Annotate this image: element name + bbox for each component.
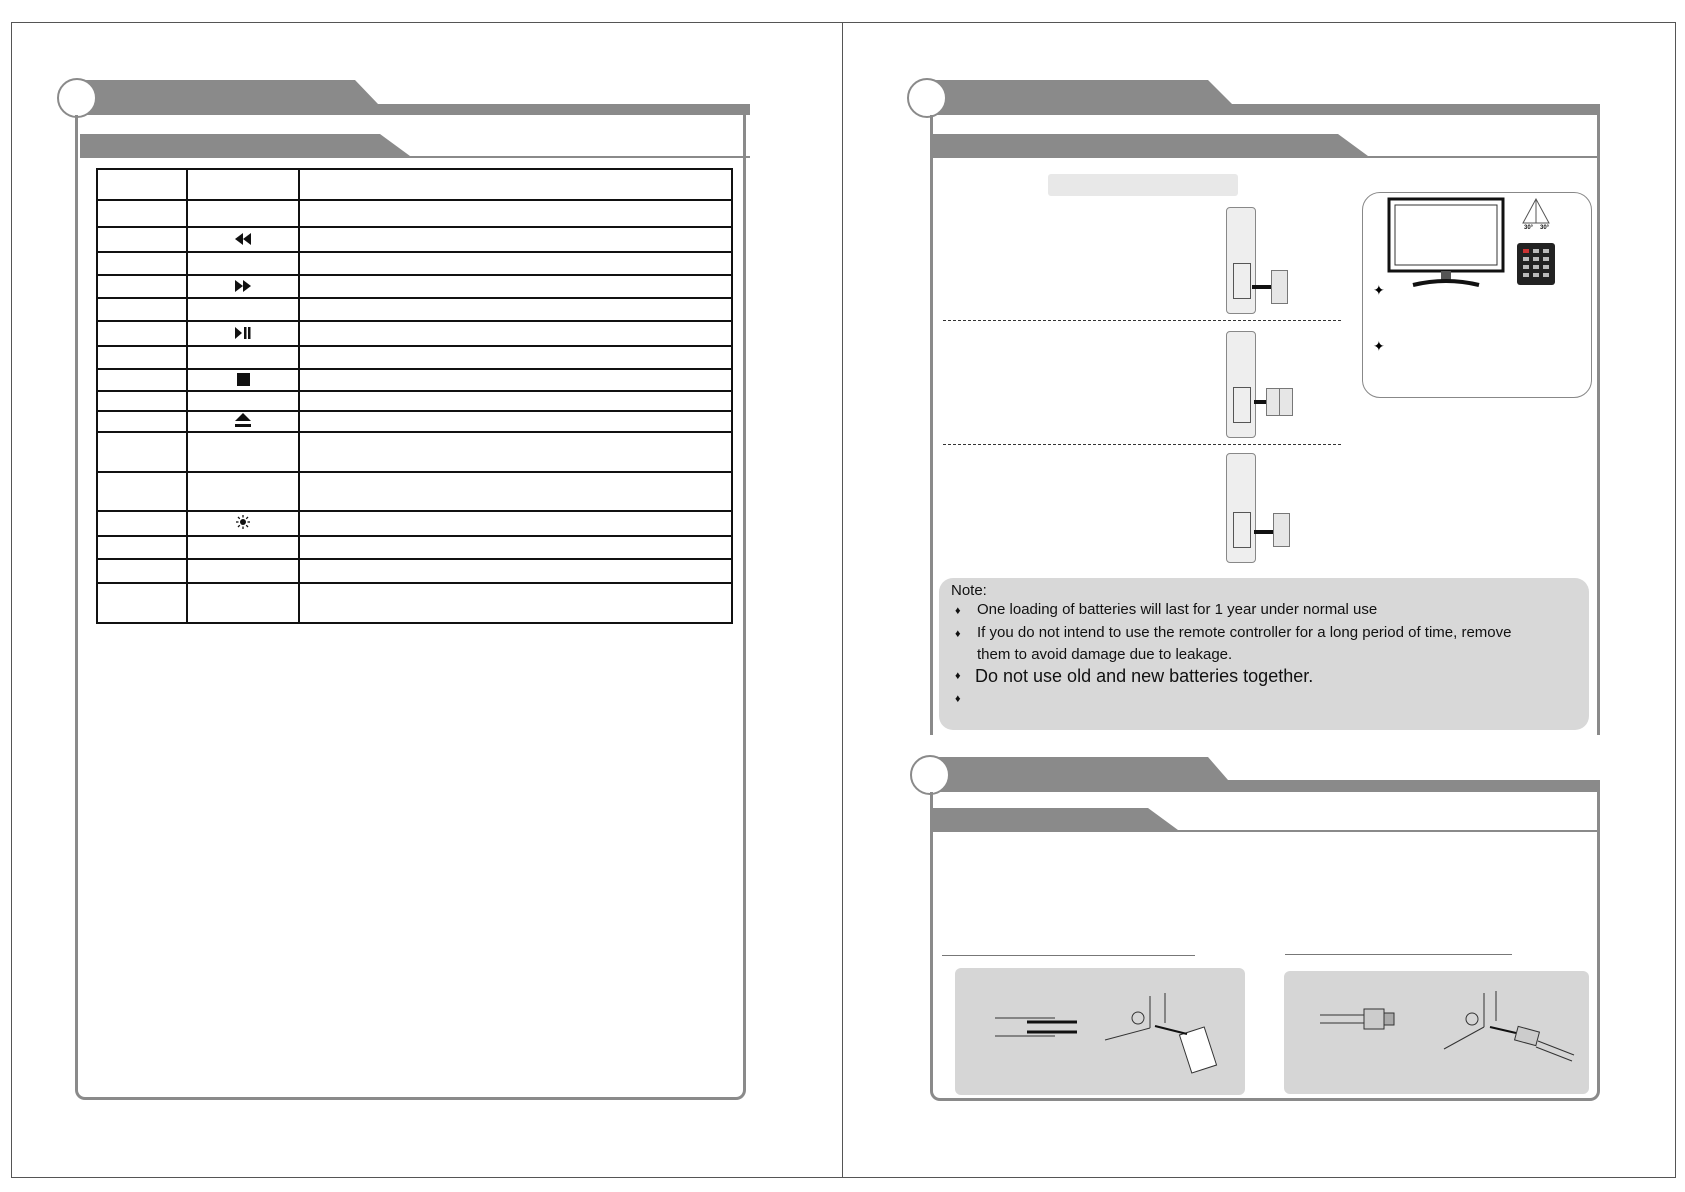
step-divider-1 bbox=[943, 320, 1341, 321]
table-row bbox=[97, 346, 732, 369]
batteries-icon-2 bbox=[1279, 388, 1293, 416]
key-name-cell bbox=[97, 511, 187, 536]
table-row bbox=[97, 583, 732, 623]
battery-cover-close-icon bbox=[1273, 513, 1290, 547]
note-box bbox=[939, 578, 1589, 730]
table-row bbox=[97, 369, 732, 391]
cable-connection-diagram bbox=[1284, 971, 1589, 1094]
key-symbol-cell bbox=[187, 472, 299, 511]
table-row bbox=[97, 391, 732, 411]
antenna-connection-diagram bbox=[955, 968, 1245, 1095]
table-row bbox=[97, 559, 732, 583]
coaxial-cable-icon bbox=[1284, 971, 1589, 1094]
key-description-cell bbox=[299, 275, 732, 298]
angle-right-label: 30° bbox=[1540, 225, 1550, 231]
key-name-cell bbox=[97, 369, 187, 391]
key-name-cell bbox=[97, 169, 187, 200]
stop-icon bbox=[237, 373, 250, 389]
play-pause-icon bbox=[235, 326, 251, 342]
key-description-cell bbox=[299, 411, 732, 432]
table-row bbox=[97, 432, 732, 472]
key-name-cell bbox=[97, 346, 187, 369]
table-row bbox=[97, 511, 732, 536]
connection-section-number-circle bbox=[910, 755, 950, 795]
key-description-cell bbox=[299, 200, 732, 227]
remote-back-step-3 bbox=[1226, 453, 1256, 563]
batteries-icon bbox=[1266, 388, 1280, 416]
antenna-plug-icon bbox=[955, 968, 1245, 1095]
note-bullet-icon: ♦ bbox=[955, 605, 961, 617]
key-description-cell bbox=[299, 346, 732, 369]
fast-forward-icon bbox=[235, 279, 251, 295]
table-row bbox=[97, 536, 732, 559]
key-name-cell bbox=[97, 411, 187, 432]
antenna-caption-underline bbox=[942, 955, 1195, 956]
remote-key-table bbox=[96, 168, 733, 624]
key-name-cell bbox=[97, 252, 187, 275]
key-symbol-cell bbox=[187, 511, 299, 536]
step-divider-2 bbox=[943, 444, 1341, 445]
key-name-cell bbox=[97, 432, 187, 472]
key-name-cell bbox=[97, 559, 187, 583]
key-name-cell bbox=[97, 200, 187, 227]
key-symbol-cell bbox=[187, 559, 299, 583]
bullet-star-icon-2: ✦ bbox=[1373, 339, 1385, 355]
key-name-cell bbox=[97, 227, 187, 252]
note-item: If you do not intend to use the remote controller for a long period of time, remove bbox=[977, 624, 1512, 641]
tv-and-remote-icon bbox=[1363, 193, 1593, 399]
left-section-number-circle bbox=[57, 78, 97, 118]
table-row bbox=[97, 200, 732, 227]
remote-angle-diagram bbox=[1362, 192, 1592, 398]
key-symbol-cell bbox=[187, 411, 299, 432]
table-row bbox=[97, 252, 732, 275]
key-symbol-cell bbox=[187, 298, 299, 321]
table-row bbox=[97, 227, 732, 252]
angle-left-label: 30° bbox=[1524, 225, 1534, 231]
battery-cover-icon bbox=[1271, 270, 1288, 304]
note-bullet-icon: ♦ bbox=[955, 693, 961, 705]
key-symbol-cell bbox=[187, 252, 299, 275]
key-description-cell bbox=[299, 432, 732, 472]
key-description-cell bbox=[299, 559, 732, 583]
key-symbol-cell bbox=[187, 346, 299, 369]
key-name-cell bbox=[97, 583, 187, 623]
key-description-cell bbox=[299, 227, 732, 252]
key-description-cell bbox=[299, 391, 732, 411]
key-symbol-cell bbox=[187, 432, 299, 472]
key-description-cell bbox=[299, 583, 732, 623]
key-symbol-cell bbox=[187, 275, 299, 298]
key-symbol-cell bbox=[187, 369, 299, 391]
table-row bbox=[97, 298, 732, 321]
page-divider bbox=[842, 22, 843, 1178]
key-name-cell bbox=[97, 298, 187, 321]
key-symbol-cell bbox=[187, 169, 299, 200]
key-symbol-cell bbox=[187, 227, 299, 252]
key-name-cell bbox=[97, 275, 187, 298]
table-row bbox=[97, 275, 732, 298]
key-symbol-cell bbox=[187, 536, 299, 559]
key-name-cell bbox=[97, 391, 187, 411]
battery-instruction-header bbox=[1048, 174, 1238, 196]
key-description-cell bbox=[299, 369, 732, 391]
note-item: One loading of batteries will last for 1 year under normal use bbox=[977, 601, 1378, 618]
key-description-cell bbox=[299, 321, 732, 346]
key-description-cell bbox=[299, 511, 732, 536]
key-symbol-cell bbox=[187, 583, 299, 623]
eject-icon bbox=[235, 413, 251, 430]
table-row bbox=[97, 169, 732, 200]
key-description-cell bbox=[299, 472, 732, 511]
brightness-icon bbox=[236, 515, 250, 532]
cable-caption-underline bbox=[1285, 954, 1512, 955]
key-name-cell bbox=[97, 536, 187, 559]
key-symbol-cell bbox=[187, 200, 299, 227]
note-item-continued: them to avoid damage due to leakage. bbox=[977, 646, 1233, 663]
remote-back-step-2 bbox=[1226, 331, 1256, 438]
key-symbol-cell bbox=[187, 321, 299, 346]
bullet-star-icon: ✦ bbox=[1373, 283, 1385, 299]
note-title: Note: bbox=[951, 582, 987, 599]
key-description-cell bbox=[299, 536, 732, 559]
rewind-icon bbox=[235, 232, 251, 248]
table-row bbox=[97, 411, 732, 432]
remote-back-step-1 bbox=[1226, 207, 1256, 314]
key-description-cell bbox=[299, 252, 732, 275]
table-row bbox=[97, 321, 732, 346]
key-name-cell bbox=[97, 321, 187, 346]
key-description-cell bbox=[299, 298, 732, 321]
key-name-cell bbox=[97, 472, 187, 511]
table-row bbox=[97, 472, 732, 511]
right-section-number-circle bbox=[907, 78, 947, 118]
key-symbol-cell bbox=[187, 391, 299, 411]
note-bullet-icon: ♦ bbox=[955, 670, 961, 682]
note-bullet-icon: ♦ bbox=[955, 628, 961, 640]
key-description-cell bbox=[299, 169, 732, 200]
note-item: Do not use old and new batteries together. bbox=[975, 666, 1314, 686]
